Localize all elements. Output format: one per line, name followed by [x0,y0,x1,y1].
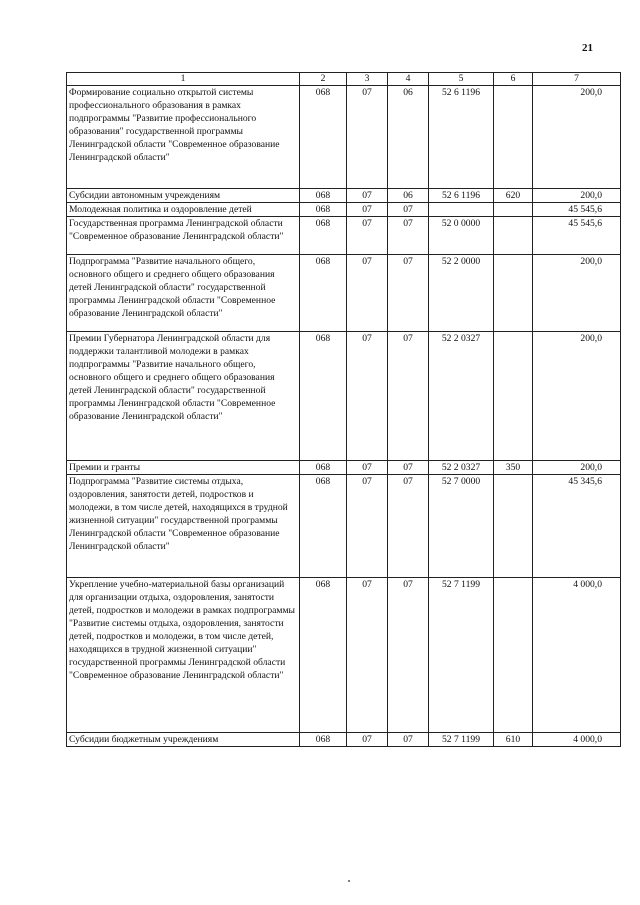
amount-cell: 45 545,6 [533,203,621,217]
target-article-cell: 52 2 0327 [429,332,494,461]
scan-mark [348,880,350,882]
expense-type-cell [494,578,533,733]
expense-type-cell: 620 [494,189,533,203]
subsection-cell: 07 [388,475,429,578]
row-name-cell: Формирование социально открытой системы профессионального образования в рамках подпрограммы "Развитие профессионального образования" государственной программы Ленинградской области "Современное образование Ленинградской области" [67,86,300,189]
amount-cell: 4 000,0 [533,733,621,747]
row-name-cell: Премии и гранты [67,461,300,475]
section-cell: 07 [347,86,388,189]
ministry-code-cell: 068 [300,475,347,578]
ministry-code-cell: 068 [300,203,347,217]
table-header-row [67,73,621,86]
amount-cell: 200,0 [533,86,621,189]
row-name-cell: Подпрограмма "Развитие начального общего, основного общего и среднего общего образования детей Ленинградской области" государственной программы Ленинградской области "Современное образование Ленинградской области" [67,255,300,332]
header-cell: 6 [494,73,533,86]
header-cell: 5 [429,73,494,86]
header-cell: 3 [347,73,388,86]
subsection-cell: 07 [388,578,429,733]
table-row [67,332,621,461]
section-cell: 07 [347,255,388,332]
amount-cell: 200,0 [533,332,621,461]
target-article-cell: 52 7 1199 [429,733,494,747]
ministry-code-cell: 068 [300,255,347,332]
expense-type-cell [494,255,533,332]
page-number: 21 [582,42,593,54]
amount-cell: 200,0 [533,189,621,203]
section-cell: 07 [347,332,388,461]
row-name-cell: Подпрограмма "Развитие системы отдыха, оздоровления, занятости детей, подростков и молодежи, в том числе детей, находящихся в трудной жизненной ситуации" государственной программы Ленинградской области "Современное образование Ленинградской области" [67,475,300,578]
section-cell: 07 [347,461,388,475]
target-article-cell: 52 2 0000 [429,255,494,332]
ministry-code-cell: 068 [300,189,347,203]
target-article-cell: 52 7 1199 [429,578,494,733]
row-name-cell: Укрепление учебно-материальной базы организаций для организации отдыха, оздоровления, занятости детей, подростков и молодежи в рамках подпрограммы "Развитие системы отдыха, оздоровления, занятости детей, подростков и молодежи, в том числе детей, находящихся в трудной жизненной ситуации" государственной программы Ленинградской области "Современное образование Ленинградской области" [67,578,300,733]
header-cell: 4 [388,73,429,86]
table-row [67,255,621,332]
row-name-cell: Субсидии автономным учреждениям [67,189,300,203]
section-cell: 07 [347,203,388,217]
amount-cell: 200,0 [533,255,621,332]
header-cell: 7 [533,73,621,86]
subsection-cell: 07 [388,203,429,217]
table-row [67,86,621,189]
target-article-cell: 52 6 1196 [429,86,494,189]
row-name-cell: Государственная программа Ленинградской области "Современное образование Ленинградской области" [67,217,300,255]
table-row [67,217,621,255]
section-cell: 07 [347,475,388,578]
expense-type-cell [494,86,533,189]
subsection-cell: 07 [388,332,429,461]
expense-type-cell: 350 [494,461,533,475]
table-row [67,189,621,203]
table-row [67,733,621,747]
section-cell: 07 [347,733,388,747]
budget-table [66,72,621,747]
subsection-cell: 07 [388,217,429,255]
target-article-cell [429,203,494,217]
amount-cell: 45 345,6 [533,475,621,578]
subsection-cell: 07 [388,461,429,475]
expense-type-cell [494,475,533,578]
amount-cell: 45 545,6 [533,217,621,255]
row-name-cell: Субсидии бюджетным учреждениям [67,733,300,747]
section-cell: 07 [347,217,388,255]
amount-cell: 4 000,0 [533,578,621,733]
section-cell: 07 [347,578,388,733]
subsection-cell: 06 [388,86,429,189]
subsection-cell: 07 [388,255,429,332]
target-article-cell: 52 7 0000 [429,475,494,578]
row-name-cell: Молодежная политика и оздоровление детей [67,203,300,217]
ministry-code-cell: 068 [300,733,347,747]
expense-type-cell [494,203,533,217]
amount-cell: 200,0 [533,461,621,475]
target-article-cell: 52 2 0327 [429,461,494,475]
ministry-code-cell: 068 [300,217,347,255]
target-article-cell: 52 0 0000 [429,217,494,255]
table-row [67,203,621,217]
ministry-code-cell: 068 [300,332,347,461]
section-cell: 07 [347,189,388,203]
row-name-cell: Премии Губернатора Ленинградской области для поддержки талантливой молодежи в рамках подпрограммы "Развитие начального общего, основного общего и среднего общего образования детей Ленинградской области" государственной программы Ленинградской области "Современное образование Ленинградской области" [67,332,300,461]
subsection-cell: 07 [388,733,429,747]
table-row [67,461,621,475]
ministry-code-cell: 068 [300,461,347,475]
expense-type-cell [494,332,533,461]
ministry-code-cell: 068 [300,578,347,733]
expense-type-cell: 610 [494,733,533,747]
header-cell: 1 [67,73,300,86]
subsection-cell: 06 [388,189,429,203]
target-article-cell: 52 6 1196 [429,189,494,203]
table-row [67,578,621,733]
expense-type-cell [494,217,533,255]
header-cell: 2 [300,73,347,86]
ministry-code-cell: 068 [300,86,347,189]
table-row [67,475,621,578]
